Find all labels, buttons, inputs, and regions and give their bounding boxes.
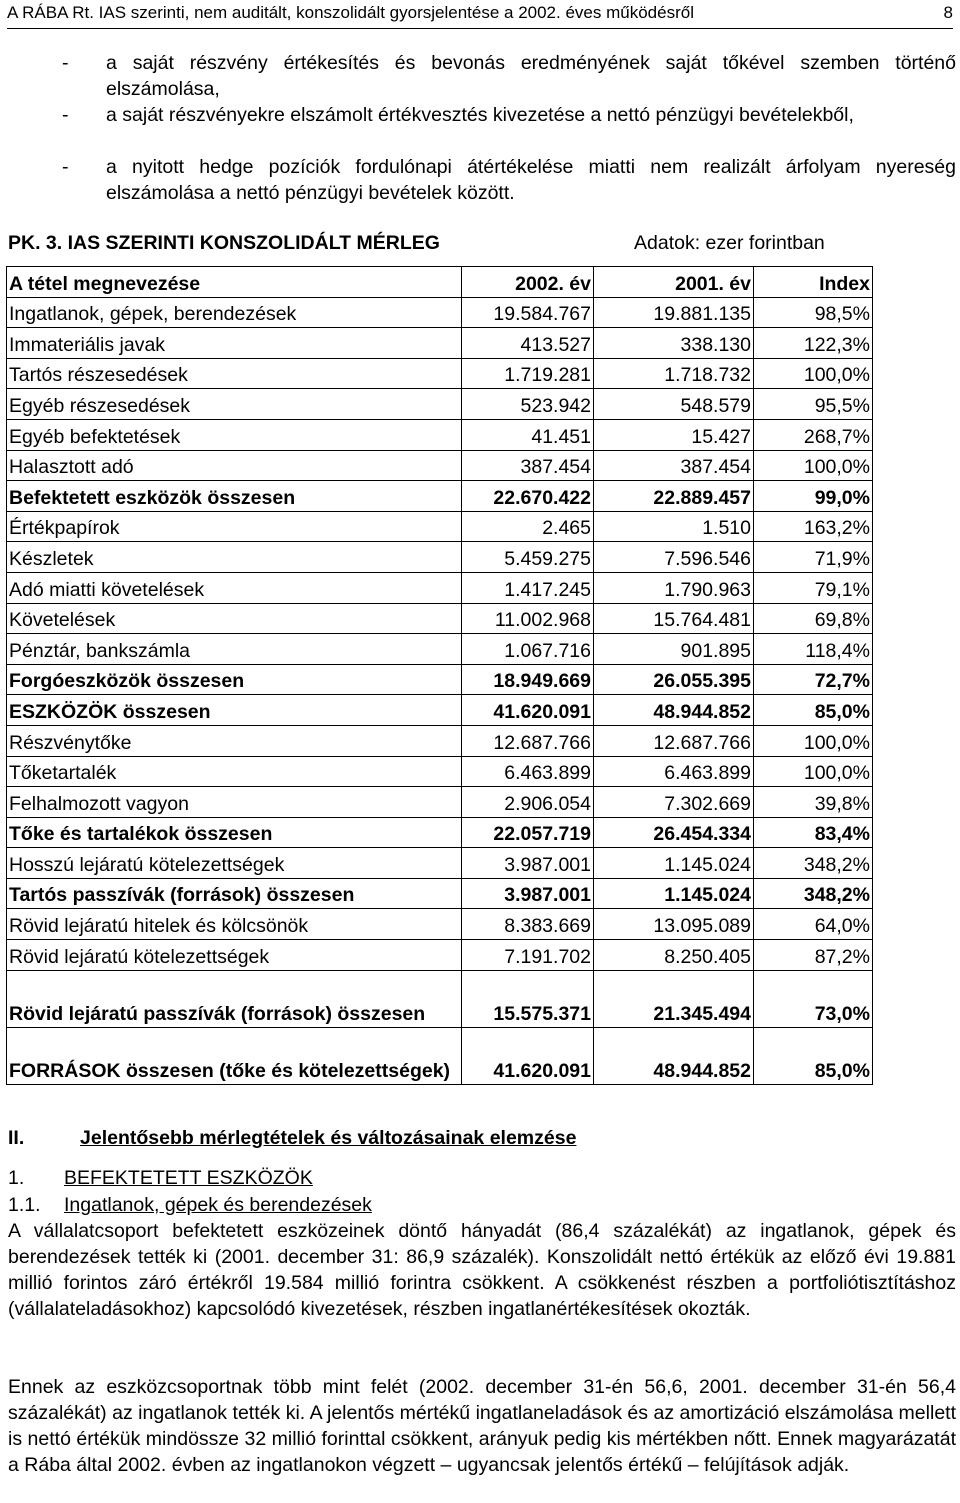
value-2001: 1.145.024 bbox=[594, 848, 754, 879]
row-label: Ingatlanok, gépek, berendezések bbox=[7, 297, 462, 328]
table-row bbox=[7, 970, 873, 1027]
row-label: ESZKÖZÖK összesen bbox=[7, 695, 462, 726]
row-label: Adó miatti követelések bbox=[7, 572, 462, 603]
value-2001: 1.510 bbox=[594, 511, 754, 542]
table-row bbox=[7, 664, 873, 695]
table-row bbox=[7, 481, 873, 512]
table-row bbox=[7, 695, 873, 726]
value-2002: 413.527 bbox=[462, 328, 594, 359]
intro-text: a saját részvényekre elszámolt értékvesztés kivezetése a nettó pénzügyi bevételekből, bbox=[106, 104, 854, 126]
table-row bbox=[7, 419, 873, 450]
row-label: Forgóeszközök összesen bbox=[7, 664, 462, 695]
value-2002: 3.987.001 bbox=[462, 848, 594, 879]
table-row bbox=[7, 756, 873, 787]
value-2002: 387.454 bbox=[462, 450, 594, 481]
row-label: Immateriális javak bbox=[7, 328, 462, 359]
row-label: Hosszú lejáratú kötelezettségek bbox=[7, 848, 462, 879]
table-unit: Adatok: ezer forintban bbox=[634, 232, 825, 254]
value-index: 39,8% bbox=[754, 787, 873, 818]
value-2002: 41.451 bbox=[462, 419, 594, 450]
table-row bbox=[7, 787, 873, 818]
row-label: Tartós részesedések bbox=[7, 358, 462, 389]
value-2002: 12.687.766 bbox=[462, 725, 594, 756]
table-row bbox=[7, 817, 873, 848]
value-index: 100,0% bbox=[754, 725, 873, 756]
page-header bbox=[7, 0, 953, 29]
value-2001: 12.687.766 bbox=[594, 725, 754, 756]
value-2001: 1.790.963 bbox=[594, 572, 754, 603]
value-index: 100,0% bbox=[754, 358, 873, 389]
value-2001: 48.944.852 bbox=[594, 695, 754, 726]
value-index: 95,5% bbox=[754, 389, 873, 420]
value-2002: 2.906.054 bbox=[462, 787, 594, 818]
value-index: 71,9% bbox=[754, 542, 873, 573]
value-2001: 15.427 bbox=[594, 419, 754, 450]
intro-dash: - bbox=[62, 104, 69, 126]
intro-item-3 bbox=[62, 154, 956, 206]
value-2001: 48.944.852 bbox=[594, 1027, 754, 1084]
value-2001: 15.764.481 bbox=[594, 603, 754, 634]
paragraph-1: A vállalatcsoport befektetett eszközeinek döntő hányadát (86,4 százalékát) az ingatlanok, gépek és berendezések tették ki (2001. december 31: 86,9 százalék). Konszolidált nettó értékük az előző évi 19.881 millió forintos záró értékről 19.584 millió forintra csökkent. A csökkenést részben a portfoliótisztításhoz (vállalateladásokhoz) kapcsolódó kivezetések, részben ingatlanértékesítések okozták. bbox=[8, 1220, 956, 1320]
table-row bbox=[7, 634, 873, 665]
value-2002: 5.459.275 bbox=[462, 542, 594, 573]
value-2002: 3.987.001 bbox=[462, 878, 594, 909]
value-2001: 7.302.669 bbox=[594, 787, 754, 818]
value-2002: 41.620.091 bbox=[462, 695, 594, 726]
value-2002: 19.584.767 bbox=[462, 297, 594, 328]
header-2002: 2002. év bbox=[462, 267, 594, 298]
intro-text: a saját részvény értékesítés és bevonás eredményének saját tőkével szemben történő elszámolása, bbox=[106, 52, 956, 100]
row-label: Rövid lejáratú kötelezettségek bbox=[7, 940, 462, 971]
row-label: Értékpapírok bbox=[7, 511, 462, 542]
table-row bbox=[7, 328, 873, 359]
header-index: Index bbox=[754, 267, 873, 298]
value-index: 99,0% bbox=[754, 481, 873, 512]
value-index: 85,0% bbox=[754, 1027, 873, 1084]
value-2002: 41.620.091 bbox=[462, 1027, 594, 1084]
value-2002: 8.383.669 bbox=[462, 909, 594, 940]
header-title: A RÁBA Rt. IAS szerinti, nem auditált, konszolidált gyorsjelentése a 2002. éves működésről bbox=[7, 3, 694, 22]
value-2001: 6.463.899 bbox=[594, 756, 754, 787]
row-label: Tartós passzívák (források) összesen bbox=[7, 878, 462, 909]
value-2001: 19.881.135 bbox=[594, 297, 754, 328]
row-label: Követelések bbox=[7, 603, 462, 634]
section-number: II. bbox=[8, 1127, 25, 1149]
row-label: FORRÁSOK összesen (tőke és kötelezettségek) bbox=[7, 1027, 462, 1084]
section-1-heading bbox=[8, 1165, 313, 1191]
value-2001: 8.250.405 bbox=[594, 940, 754, 971]
intro-item-2 bbox=[62, 102, 956, 128]
table-row bbox=[7, 297, 873, 328]
table-row bbox=[7, 542, 873, 573]
value-2002: 1.417.245 bbox=[462, 572, 594, 603]
page-number: 8 bbox=[943, 3, 953, 22]
value-index: 122,3% bbox=[754, 328, 873, 359]
value-2002: 15.575.371 bbox=[462, 970, 594, 1027]
value-2001: 338.130 bbox=[594, 328, 754, 359]
value-2002: 523.942 bbox=[462, 389, 594, 420]
value-index: 100,0% bbox=[754, 450, 873, 481]
value-2002: 2.465 bbox=[462, 511, 594, 542]
row-label: Felhalmozott vagyon bbox=[7, 787, 462, 818]
header-item: A tétel megnevezése bbox=[7, 267, 462, 298]
table-row bbox=[7, 450, 873, 481]
intro-item-1 bbox=[62, 50, 956, 102]
value-2001: 21.345.494 bbox=[594, 970, 754, 1027]
row-label: Halasztott adó bbox=[7, 450, 462, 481]
value-2001: 13.095.089 bbox=[594, 909, 754, 940]
section-number: 1.1. bbox=[8, 1194, 41, 1216]
paragraph-2: Ennek az eszközcsoportnak több mint felét (2002. december 31-én 56,6, 2001. december 31-én 56,4 százalékát) az ingatlanok tették ki. A jelentős mértékű ingatlaneladások és az amortizáció elszámolása mellett is nettó értékük mindössze 32 millió forinttal csökkent, arányuk pedig kis mértékben nőtt. Ennek magyarázatát a Rába által 2002. évben az ingatlanokon végzett – ugyancsak jelentős értékű – felújítások adják. bbox=[8, 1376, 956, 1476]
value-2001: 26.454.334 bbox=[594, 817, 754, 848]
table-caption bbox=[8, 232, 870, 258]
value-2001: 1.145.024 bbox=[594, 878, 754, 909]
table-row bbox=[7, 940, 873, 971]
value-index: 163,2% bbox=[754, 511, 873, 542]
value-2002: 11.002.968 bbox=[462, 603, 594, 634]
header-2001: 2001. év bbox=[594, 267, 754, 298]
value-index: 79,1% bbox=[754, 572, 873, 603]
table-row bbox=[7, 909, 873, 940]
table-row bbox=[7, 848, 873, 879]
value-index: 268,7% bbox=[754, 419, 873, 450]
value-2001: 548.579 bbox=[594, 389, 754, 420]
table-row bbox=[7, 878, 873, 909]
value-index: 348,2% bbox=[754, 878, 873, 909]
table-row bbox=[7, 358, 873, 389]
table-row bbox=[7, 572, 873, 603]
row-label: Pénztár, bankszámla bbox=[7, 634, 462, 665]
section-ii-heading bbox=[8, 1125, 576, 1151]
value-index: 69,8% bbox=[754, 603, 873, 634]
table-body bbox=[7, 297, 873, 1084]
row-label: Egyéb befektetések bbox=[7, 419, 462, 450]
value-2001: 22.889.457 bbox=[594, 481, 754, 512]
value-index: 85,0% bbox=[754, 695, 873, 726]
row-label: Tőke és tartalékok összesen bbox=[7, 817, 462, 848]
section-1-1-heading bbox=[8, 1192, 372, 1218]
value-2002: 18.949.669 bbox=[462, 664, 594, 695]
table-row bbox=[7, 725, 873, 756]
value-index: 100,0% bbox=[754, 756, 873, 787]
table-row bbox=[7, 389, 873, 420]
value-index: 118,4% bbox=[754, 634, 873, 665]
value-2002: 7.191.702 bbox=[462, 940, 594, 971]
intro-text: a nyitott hedge pozíciók fordulónapi átértékelése miatti nem realizált árfolyam nyereség elszámolása a nettó pénzügyi bevételek között. bbox=[106, 156, 956, 204]
value-index: 348,2% bbox=[754, 848, 873, 879]
value-2002: 22.057.719 bbox=[462, 817, 594, 848]
intro-dash: - bbox=[62, 156, 69, 178]
value-2001: 1.718.732 bbox=[594, 358, 754, 389]
section-number: 1. bbox=[8, 1167, 25, 1189]
value-2002: 1.719.281 bbox=[462, 358, 594, 389]
section-title: Ingatlanok, gépek és berendezések bbox=[64, 1194, 372, 1216]
section-title: Jelentősebb mérlegtételek és változásainak elemzése bbox=[80, 1127, 577, 1149]
row-label: Tőketartalék bbox=[7, 756, 462, 787]
value-index: 87,2% bbox=[754, 940, 873, 971]
row-label: Rövid lejáratú hitelek és kölcsönök bbox=[7, 909, 462, 940]
section-title: BEFEKTETETT ESZKÖZÖK bbox=[64, 1167, 313, 1189]
table-header-row bbox=[7, 267, 873, 298]
value-index: 64,0% bbox=[754, 909, 873, 940]
value-index: 98,5% bbox=[754, 297, 873, 328]
value-2001: 387.454 bbox=[594, 450, 754, 481]
row-label: Rövid lejáratú passzívák (források) összesen bbox=[7, 970, 462, 1027]
value-2001: 7.596.546 bbox=[594, 542, 754, 573]
row-label: Befektetett eszközök összesen bbox=[7, 481, 462, 512]
table-title: PK. 3. IAS SZERINTI KONSZOLIDÁLT MÉRLEG bbox=[8, 232, 440, 254]
value-2002: 22.670.422 bbox=[462, 481, 594, 512]
value-2002: 1.067.716 bbox=[462, 634, 594, 665]
value-2001: 901.895 bbox=[594, 634, 754, 665]
row-label: Részvénytőke bbox=[7, 725, 462, 756]
intro-dash: - bbox=[62, 52, 69, 74]
row-label: Készletek bbox=[7, 542, 462, 573]
value-index: 72,7% bbox=[754, 664, 873, 695]
table-row bbox=[7, 603, 873, 634]
value-index: 73,0% bbox=[754, 970, 873, 1027]
value-2001: 26.055.395 bbox=[594, 664, 754, 695]
value-index: 83,4% bbox=[754, 817, 873, 848]
table-row bbox=[7, 1027, 873, 1084]
table-row bbox=[7, 511, 873, 542]
balance-sheet-table bbox=[6, 266, 873, 1085]
row-label: Egyéb részesedések bbox=[7, 389, 462, 420]
value-2002: 6.463.899 bbox=[462, 756, 594, 787]
